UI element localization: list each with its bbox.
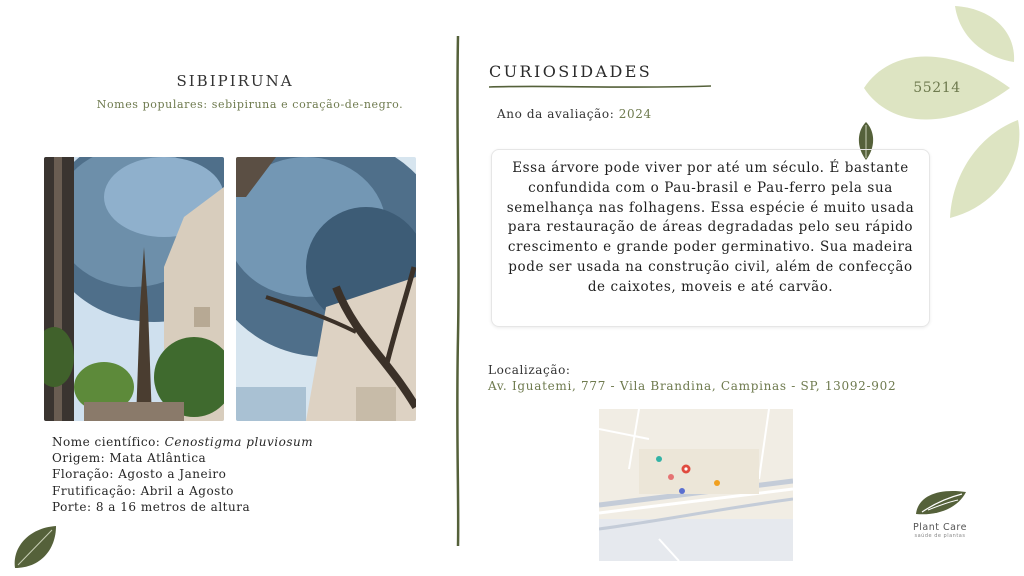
curiosities-title: CURIOSIDADES [489, 62, 653, 81]
location-address: Av. Iguatemi, 777 - Vila Brandina, Campinas - SP, 13092-902 [488, 379, 897, 393]
popular-names [60, 98, 440, 111]
brand-tagline: saúde de plantas [914, 533, 966, 539]
scientific-name [52, 434, 392, 450]
tree-photo-canopy [236, 157, 416, 421]
size: Porte: 8 a 16 metros de altura [52, 499, 251, 514]
scientific-name-label: Nome científico: [52, 435, 161, 449]
location-label: Localização: [488, 363, 571, 377]
evaluation-year-value: 2024 [618, 107, 652, 121]
evaluation-year [497, 107, 652, 121]
brand-logo-icon [912, 486, 970, 520]
curiosities-text: Essa árvore pode viver por até um século. É bastante confundida com o Pau-brasil e Pau-ferro pela sua semelhança nas folhagens. Essa espécie é muito usada para restauração de áreas degradadas pelo seu rápido crescimento e grande poder germinativo. Sua madeira pode ser usada na construção civil, além de confecção de caixotes, moveis e até carvão. [506, 160, 915, 295]
map-pin-icon [682, 465, 691, 474]
location-map[interactable] [599, 409, 793, 561]
popular-names-value: sebipiruna e coração-de-negro. [211, 98, 404, 111]
brand-name: Plant Care [913, 522, 967, 533]
tree-name-title: SIBIPIRUNA [176, 72, 294, 90]
popular-names-label: Nomes populares: [96, 98, 208, 111]
leaf-icon [10, 522, 60, 572]
origin: Origem: Mata Atlântica [52, 451, 207, 466]
flowering: Floração: Agosto a Janeiro [52, 467, 227, 482]
curiosities-underline [489, 84, 711, 90]
tree-photo-trunk [44, 157, 224, 421]
curiosities-card [491, 149, 930, 327]
vertical-divider [454, 36, 462, 546]
scientific-name-value: Cenostigma pluviosum [164, 435, 314, 449]
tree-facts [52, 434, 392, 515]
evaluation-year-label: Ano da avaliação: [497, 107, 615, 121]
fruiting: Frutificação: Abril a Agosto [52, 483, 234, 498]
tree-code-badge: 55214 [913, 80, 961, 96]
